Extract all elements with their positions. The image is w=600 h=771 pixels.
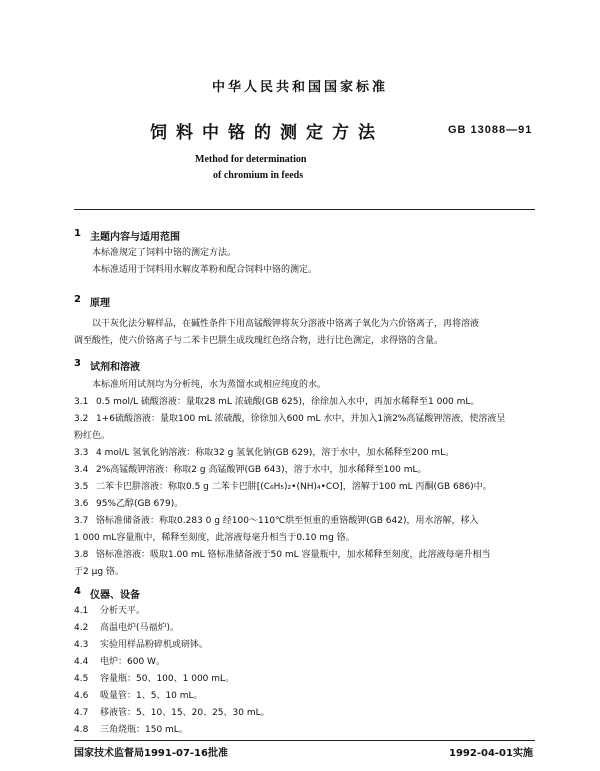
footer-rule [74,740,535,741]
item-4-8-number: 4.8 [74,725,89,735]
section-1-paragraph-1: 本标准规定了饲料中铬的测定方法。 [92,248,237,258]
section-3-title: 试剂和溶液 [90,362,140,373]
item-4-5-number: 4.5 [74,674,89,684]
section-2-line-1: 以干灰化法分解样品，在碱性条件下用高锰酸钾将灰分溶液中铬离子氧化为六价铬离子，再将溶液 [92,319,480,329]
section-3-intro: 本标准所用试剂均为分析纯，水为蒸馏水或相应纯度的水。 [92,380,327,390]
section-2-number: 2 [74,294,81,305]
item-3-7-number: 3.7 [74,516,89,526]
approval-date: 国家技术监督局1991-07-16批准 [74,748,228,759]
item-3-5-text: 二苯卡巴肼溶液：称取0.5 g 二苯卡巴肼[(C₆H₅)₂•(NH)₄•CO]，溶解于100 mL 丙酮(GB 686)中。 [96,482,492,492]
item-3-2-text-line-1: 1+6硫酸溶液：量取100 mL 浓硫酸，徐徐加入600 mL 水中，并加入1滴2%高锰酸钾溶液，使溶液呈 [96,414,506,424]
item-3-6-text: 95%乙醇(GB 679)。 [96,499,184,509]
section-1-number: 1 [74,228,81,239]
item-3-1-text: 0.5 mol/L 硫酸溶液：量取28 mL 浓硫酸(GB 625)，徐徐加入水中，再加水稀释至1 000 mL。 [96,397,480,407]
item-3-8-number: 3.8 [74,550,89,560]
item-3-2-number: 3.2 [74,414,89,424]
item-4-6-text: 吸量管：1、5、10 mL。 [100,691,203,701]
item-3-8-text-line-1: 铬标准溶液：吸取1.00 mL 铬标准储备液于50 mL 容量瓶中，加水稀释至刻度，此溶液每毫升相当 [96,550,491,560]
item-3-3-text: 4 mol/L 氢氧化钠溶液：称取32 g 氢氧化钠(GB 629)，溶于水中，加水稀释至200 mL。 [96,448,455,458]
item-3-4-number: 3.4 [74,465,89,475]
standard-number: GB 13088—91 [448,124,533,136]
item-3-5-number: 3.5 [74,482,89,492]
item-3-7-text-line-1: 铬标准储备液：称取0.283 0 g 经100～110℃烘至恒重的重铬酸钾(GB 642)，用水溶解，移入 [96,516,479,526]
english-title-line-1: Method for determination [195,154,307,165]
item-4-4-number: 4.4 [74,657,89,667]
item-4-2-number: 4.2 [74,623,89,633]
item-3-3-number: 3.3 [74,448,89,458]
item-4-2-text: 高温电炉(马福炉)。 [100,623,180,633]
implementation-date: 1992-04-01实施 [449,748,533,759]
item-4-1-text: 分析天平。 [100,606,146,616]
english-title-line-2: of chromium in feeds [213,170,304,181]
item-4-6-number: 4.6 [74,691,89,701]
item-4-1-number: 4.1 [74,606,89,616]
national-standard-heading: 中华人民共和国国家标准 [211,80,388,95]
item-4-8-text: 三角烧瓶：150 mL。 [100,725,188,735]
item-3-4-text: 2%高锰酸钾溶液：称取2 g 高锰酸钾(GB 643)，溶于水中，加水稀释至100 mL。 [96,465,427,475]
section-4-title: 仪器、设备 [90,590,140,601]
item-3-1-number: 3.1 [74,397,89,407]
section-3-number: 3 [74,358,81,369]
header-rule [74,209,535,210]
item-3-2-text-line-2: 粉红色。 [74,431,111,441]
item-4-3-text: 实验用样品粉碎机或研钵。 [100,640,209,650]
item-4-3-number: 4.3 [74,640,89,650]
item-3-8-text-line-2: 于2 μg 铬。 [74,567,124,577]
item-4-5-text: 容量瓶：50、100、1 000 mL。 [100,674,235,684]
section-1-title: 主题内容与适用范围 [90,232,180,243]
section-2-line-2: 调至酸性，使六价铬离子与二苯卡巴肼生成玫瑰红色络合物，进行比色测定，求得铬的含量。 [74,336,444,346]
section-1-paragraph-2: 本标准适用于饲料用水解皮革粉和配合饲料中铬的测定。 [92,265,318,275]
section-2-title: 原理 [90,298,110,309]
item-3-6-number: 3.6 [74,499,89,509]
item-4-4-text: 电炉：600 W。 [100,657,165,667]
document-title: 饲料中铬的测定方法 [150,123,384,143]
item-4-7-number: 4.7 [74,708,89,718]
item-4-7-text: 移液管：5、10、15、20、25、30 mL。 [100,708,270,718]
section-4-number: 4 [74,586,81,597]
item-3-7-text-line-2: 1 000 mL容量瓶中，稀释至刻度，此溶液每毫升相当于0.10 mg 铬。 [74,533,355,543]
